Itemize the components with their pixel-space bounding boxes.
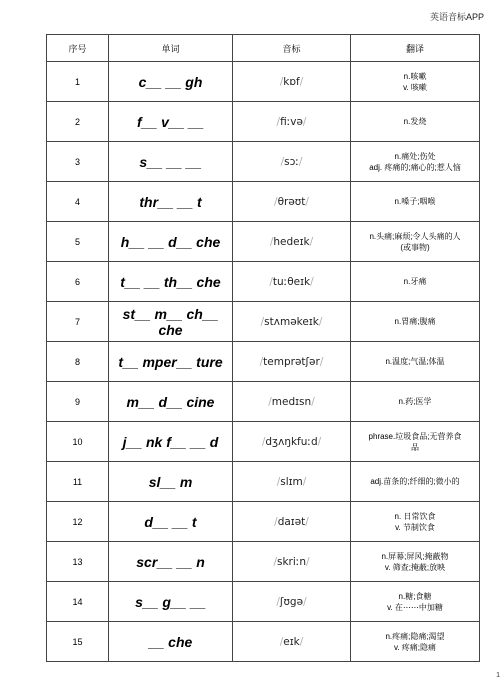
- word-blank-cell: s__ g__ __: [109, 582, 233, 622]
- phonetic-text: hedeɪk: [273, 235, 310, 248]
- meaning-cell: [351, 542, 480, 582]
- meaning-line: n.温度;气温;体温: [385, 357, 445, 366]
- word-blank-cell: m__ d__ cine: [109, 382, 233, 422]
- app-brand: 英语音标APP: [429, 12, 484, 22]
- phonetic-slash-close: /: [317, 435, 322, 448]
- meaning-line: n.疼痛;隐痛;渴望: [385, 631, 445, 641]
- phonetic-text: fiːvə: [280, 115, 303, 128]
- meaning-line: v. 疼痛;隐痛: [393, 642, 437, 652]
- phonetic-slash-close: /: [310, 275, 314, 288]
- phonetic-cell: [233, 262, 351, 302]
- meaning-line: adj.苗条的;纤细的;微小的: [370, 477, 460, 486]
- phonetic-cell: [233, 422, 351, 462]
- page-number: 1: [496, 672, 500, 679]
- phonetic-slash-open: /: [274, 195, 278, 208]
- meaning-line: n.糖;食糖: [398, 591, 432, 601]
- phonetic-slash-close: /: [302, 475, 307, 488]
- meaning-line: (或事物): [400, 242, 430, 252]
- meaning-cell: [351, 382, 480, 422]
- phonetic-slash-open: /: [280, 155, 285, 168]
- phonetic-text: kɒf: [283, 75, 300, 88]
- meaning-line: n.屏幕;屏风;掩蔽物: [381, 551, 449, 561]
- row-number: 10: [47, 422, 109, 462]
- word-blank-cell: f__ v__ __: [109, 102, 233, 142]
- word-blank-cell: s__ __ __: [109, 142, 233, 182]
- phonetic-slash-close: /: [311, 395, 315, 408]
- row-number: 14: [47, 582, 109, 622]
- row-number: 7: [47, 302, 109, 342]
- meaning-line: v. 节制饮食: [395, 522, 435, 532]
- phonetic-cell: [233, 342, 351, 382]
- phonetic-cell: [233, 142, 351, 182]
- word-blank-cell: t__ __ th__ che: [109, 262, 233, 302]
- row-number: 4: [47, 182, 109, 222]
- row-number: 12: [47, 502, 109, 542]
- phonetic-text: eɪk: [283, 635, 300, 648]
- row-number: 9: [47, 382, 109, 422]
- meaning-line: 品: [411, 442, 419, 452]
- phonetic-cell: [233, 542, 351, 582]
- table-row: [47, 182, 480, 222]
- phonetic-text: skriːn: [277, 555, 306, 568]
- word-blank-cell: t__ mper__ ture: [109, 342, 233, 382]
- meaning-line: n.嗓子;咽喉: [394, 197, 436, 206]
- row-number: 3: [47, 142, 109, 182]
- meaning-cell: [351, 502, 480, 542]
- table-row: [47, 582, 480, 622]
- phonetic-cell: [233, 302, 351, 342]
- meaning-line: n.头痛;麻烦;令人头痛的人: [369, 231, 461, 241]
- phonetic-slash-close: /: [305, 515, 309, 528]
- phonetic-slash-open: /: [276, 115, 281, 128]
- meaning-line: phrase.垃圾食品;无营养食: [368, 431, 462, 441]
- table-row: [47, 462, 480, 502]
- meaning-line: adj. 疼痛的;痛心的;惹人恼: [369, 162, 461, 172]
- phonetic-cell: [233, 502, 351, 542]
- row-number: 1: [47, 62, 109, 102]
- table-row: [47, 382, 480, 422]
- word-blank-cell: d__ __ t: [109, 502, 233, 542]
- word-blank-cell: st__ m__ ch__ che: [109, 302, 233, 342]
- phonetic-slash-open: /: [276, 595, 280, 608]
- phonetic-text: temprətʃər: [263, 355, 320, 368]
- meaning-line: n.药;医学: [398, 397, 432, 406]
- phonetic-text: stʌməkeɪk: [264, 315, 319, 328]
- phonetic-slash-open: /: [279, 635, 284, 648]
- table-row: [47, 222, 480, 262]
- phonetic-slash-close: /: [299, 635, 304, 648]
- phonetic-slash-open: /: [276, 475, 281, 488]
- phonetic-cell: [233, 222, 351, 262]
- phonetic-slash-open: /: [279, 75, 284, 88]
- word-blank-cell: c__ __ gh: [109, 62, 233, 102]
- phonetic-text: dʒʌŋkfuːd: [265, 435, 318, 448]
- meaning-cell: [351, 262, 480, 302]
- meaning-cell: [351, 582, 480, 622]
- phonetic-slash-open: /: [261, 435, 266, 448]
- meaning-line: v. 筛查;掩蔽;放映: [384, 562, 446, 572]
- phonetic-text: ʃʊgə: [279, 595, 304, 608]
- row-number: 8: [47, 342, 109, 382]
- meaning-cell: [351, 142, 480, 182]
- phonetic-slash-close: /: [302, 115, 307, 128]
- table-header-row: [47, 35, 480, 62]
- row-number: 6: [47, 262, 109, 302]
- row-number: 2: [47, 102, 109, 142]
- phonetic-cell: [233, 582, 351, 622]
- phonetic-slash-close: /: [319, 355, 324, 368]
- phonetic-slash-close: /: [303, 595, 307, 608]
- meaning-cell: [351, 102, 480, 142]
- phonetic-slash-open: /: [269, 275, 273, 288]
- meaning-line: n.牙痛: [403, 277, 427, 286]
- word-blank-cell: sl__ m: [109, 462, 233, 502]
- phonetic-slash-close: /: [298, 155, 303, 168]
- column-header-number: 序号: [47, 35, 109, 62]
- phonetic-text: daɪət: [277, 515, 306, 528]
- phonetic-text: θrəʊt: [277, 195, 306, 208]
- row-number: 13: [47, 542, 109, 582]
- column-header-phonetic: 音标: [233, 35, 351, 62]
- meaning-line: n. 日常饮食: [394, 511, 436, 521]
- meaning-cell: [351, 222, 480, 262]
- phonetic-slash-close: /: [305, 555, 310, 568]
- phonetic-slash-close: /: [318, 315, 323, 328]
- meaning-cell: [351, 422, 480, 462]
- meaning-line: n.痛处;伤处: [394, 151, 436, 161]
- word-blank-cell: h__ __ d__ che: [109, 222, 233, 262]
- phonetic-cell: [233, 622, 351, 662]
- row-number: 11: [47, 462, 109, 502]
- meaning-line: n.胃痛;腹痛: [394, 317, 436, 326]
- table-row: [47, 142, 480, 182]
- column-header-meaning: 翻译: [351, 35, 480, 62]
- meaning-cell: [351, 302, 480, 342]
- table-row: [47, 542, 480, 582]
- table-row: [47, 102, 480, 142]
- phonetic-slash-open: /: [259, 355, 264, 368]
- phonetic-slash-open: /: [273, 555, 277, 568]
- row-number: 5: [47, 222, 109, 262]
- phonetic-slash-open: /: [269, 235, 274, 248]
- phonetic-cell: [233, 62, 351, 102]
- phonetic-cell: [233, 382, 351, 422]
- table-row: [47, 62, 480, 102]
- phonetic-cell: [233, 102, 351, 142]
- phonetic-slash-open: /: [268, 395, 272, 408]
- word-blank-cell: scr__ __ n: [109, 542, 233, 582]
- phonetic-slash-close: /: [309, 235, 314, 248]
- phonetic-text: tuːθeɪk: [272, 275, 311, 288]
- meaning-cell: [351, 462, 480, 502]
- table-row: [47, 502, 480, 542]
- phonetic-slash-close: /: [305, 195, 309, 208]
- meaning-line: v. 咳嗽: [403, 82, 427, 92]
- meaning-cell: [351, 342, 480, 382]
- phonetic-cell: [233, 462, 351, 502]
- meaning-cell: [351, 182, 480, 222]
- table-row: [47, 262, 480, 302]
- meaning-cell: [351, 622, 480, 662]
- word-blank-cell: thr__ __ t: [109, 182, 233, 222]
- phonetic-text: slɪm: [280, 475, 303, 488]
- meaning-line: n.发烧: [403, 117, 427, 126]
- table-row: [47, 342, 480, 382]
- word-blank-cell: j__ nk f__ __ d: [109, 422, 233, 462]
- phonetic-text: medɪsn: [271, 395, 312, 408]
- phonetic-cell: [233, 182, 351, 222]
- vocab-table: [46, 34, 480, 662]
- column-header-word: 单词: [109, 35, 233, 62]
- meaning-line: n.咳嗽: [403, 71, 427, 81]
- table-row: [47, 302, 480, 342]
- phonetic-slash-open: /: [274, 515, 278, 528]
- meaning-line: v. 在⋯⋯中加糖: [387, 602, 443, 612]
- phonetic-text: sɔː: [284, 155, 299, 168]
- table-row: [47, 422, 480, 462]
- meaning-cell: [351, 62, 480, 102]
- word-blank-cell: __ che: [109, 622, 233, 662]
- phonetic-slash-close: /: [299, 75, 304, 88]
- phonetic-slash-open: /: [260, 315, 265, 328]
- table-row: [47, 622, 480, 662]
- row-number: 15: [47, 622, 109, 662]
